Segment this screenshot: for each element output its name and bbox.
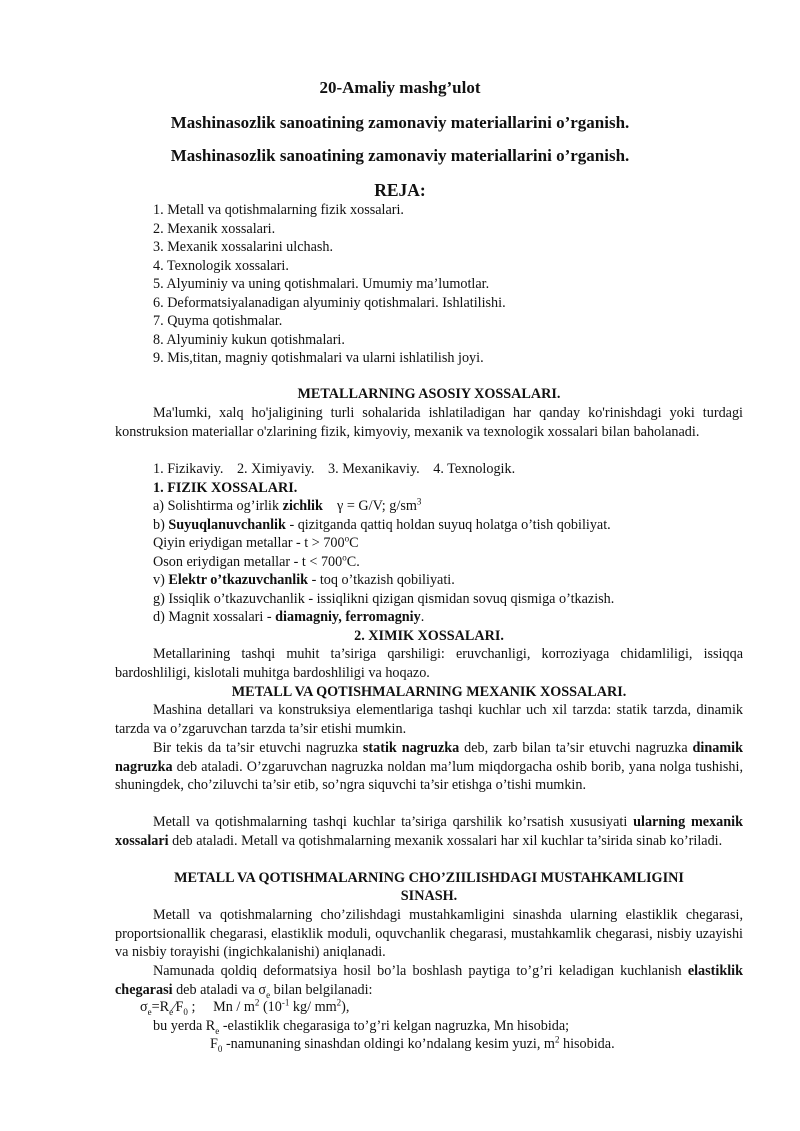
type-item: 4. Texnologik. [433,461,516,477]
section-title-tensile-2: SINASH. [400,888,458,904]
plan-item: 5. Alyuminiy va uning qotishmalari. Umumiy ma’lumotlar. [153,276,490,292]
subscript: 0 [183,1006,188,1017]
plan-title: REJA: [374,180,426,200]
item-b-bold: Suyuqlanuvchanlik [168,517,286,533]
plan-item: 6. Deformatsiyalanadigan alyuminiy qotishmalari. Ishlatilishi. [153,294,506,311]
formula-exponent: 3 [416,496,422,507]
hard-melt-text: Qiyin eriydigan metallar - t > 700 [153,535,345,551]
text: -elastiklik chegarasiga to’g’ri kelgan nagruzka, Mn hisobida; [219,1018,570,1034]
paragraph-chemical: Metallarining tashqi muhit ta’siriga qarshiligi: eruvchanligi, korroziyaga chidamliligi, issiqqa bardoshliligi, kislotali muhitga bardoshliligi va hoqazo. [115,646,743,681]
paragraph-basic: Ma'lumki, xalq ho'jaligining turli sohalarida ishlatiladigan har qanday ko'rinishdagi yoki turdagi konstruksion materiallar o'zlarining fizik, kimyoviy, mexanik va texnologik xossalari bilan baholanadi. [115,405,743,440]
lesson-title: 20-Amaliy mashg’ulot [319,78,481,97]
physical-item-v [153,571,763,590]
plan-item: 9. Mis,titan, magniy qotishmalari va ularni ishlatilish joyi. [153,350,484,366]
paragraph-mechanical-2 [115,739,743,795]
physical-item-d [153,608,763,627]
easy-melting-line [153,553,763,572]
mechanical-properties-term: ularning mexanik xossalari [115,814,743,849]
elastic-limit-formula [140,998,760,1017]
section-title-mechanical: METALL VA QOTISHMALARNING MEXANIK XOSSALARI. [231,684,627,700]
superscript: 2 [254,997,260,1008]
paragraph-tensile-2 [115,962,743,999]
plan-item: 1. Metall va qotishmalarning fizik xossalari. [153,202,404,218]
text: Metall va qotishmalarning tashqi kuchlar ta’siriga qarshilik ko’rsatish xususiyati [153,814,634,830]
property-types [153,460,763,479]
formula-text: kg/ mm [289,999,337,1015]
plan-list [153,201,773,368]
dynamic-load-term: dinamik nagruzka [115,740,743,775]
text: bilan belgilanadi: [270,981,373,998]
item-b-prefix: b) [153,517,169,533]
text: F [210,1036,218,1052]
subscript: e [169,1006,174,1017]
item-v-text: - toq o’tkazish qobiliyati. [308,572,455,588]
text: Namunada qoldiq deformatsiya hosil bo’la boshlash paytiga to’g’ri keladigan kuchlanish [153,963,688,979]
plan-item: 4. Texnologik xossalari. [153,257,289,274]
unit: C. [346,554,360,570]
text: deb ataladi. O’zgaruvchan nagruzka noldan ma’lum miqdorgacha oshib borib, yana nolga tushishi, shuningdek, cho’ziluvchi ta’sir etib, so’ngra siquvchi ta’sir etishga o’tishi mumkin. [115,758,743,793]
text: -namunaning sinashdan oldingi ko’ndalang kesim yuzi, m [222,1036,555,1052]
degree-sign: o [344,533,350,544]
formula-text: ), [341,999,350,1015]
text: bu yerda R [153,1018,216,1034]
section-title-tensile-1: METALL VA QOTISHMALARNING CHO’ZIILISHDAGI MUSTAHKAMLIGINI [174,870,684,886]
superscript: 2 [554,1034,560,1045]
item-a-text: a) Solishtirma og’irlik [153,498,283,514]
subtitle-1: Mashinasozlik sanoatining zamonaviy materiallarini o’rganish. [170,113,630,132]
item-d-prefix: d) Magnit xossalari - [153,609,276,625]
text: Bir tekis da ta’sir etuvchi nagruzka [153,740,363,756]
plan-item: 8. Alyuminiy kukun qotishmalari. [153,331,345,348]
item-d-end: . [420,609,425,625]
where-line [153,1017,763,1036]
text: hisobida. [559,1036,615,1052]
sigma-symbol: σ [140,999,148,1015]
degree-sign: o [342,552,347,563]
item-d-bold: diamagniy, ferromagniy [275,609,421,625]
item-b-text: - qizitganda qattiq holdan suyuq holatga o’tish qobiliyat. [285,517,611,533]
subtitle-2: Mashinasozlik sanoatining zamonaviy materiallarini o’rganish. [170,146,630,165]
static-load-term: statik nagruzka [362,740,460,756]
text: deb ataladi va σ [172,981,267,998]
type-item: 2. Ximiyaviy. [236,461,315,477]
plan-item: 7. Quyma qotishmalar. [153,313,283,329]
superscript: -1 [281,997,290,1008]
formula-text: ; Mn / m [187,999,255,1015]
plan-item: 3. Mexanik xossalarini ulchash. [153,239,334,255]
section-title-basic: METALLARNING ASOSIY XOSSALARI. [297,386,561,402]
physical-item-g: g) Issiqlik o’tkazuvchanlik - issiqlikni qizigan qismidan sovuq qismiga o’tkazish. [153,591,615,607]
type-item: 3. Mexanikaviy. [328,461,420,477]
hard-melting-line [153,534,763,553]
subscript: e [215,1025,220,1036]
text: deb, zarb bilan ta’sir etuvchi nagruzka [459,740,693,756]
formula-text: (10 [259,999,282,1015]
subscript: e [147,1006,152,1017]
paragraph-mechanical-1: Mashina detallari va konstruksiya elementlariga tashqi kuchlar uch xil tarzda: statik tarzda, dinamik tarzda va o’zgaruvchan tarzda ta’sir etishi mumkin. [115,702,743,737]
subscript: e [266,989,271,1000]
plan-item: 2. Mexanik xossalari. [153,220,276,237]
item-v-prefix: v) [153,572,169,588]
section-title-chemical: 2. XIMIK XOSSALARI. [354,628,504,644]
unit: C [349,535,359,551]
physical-item-b [153,516,763,535]
physical-item-a [153,497,763,516]
text: deb ataladi. Metall va qotishmalarning mexanik xossalari har xil kuchlar ta’sirida sinab ko’riladi. [168,832,723,849]
formula-text: =R [151,999,170,1015]
density-formula: γ = G/V; g/sm [337,498,417,514]
section-title-physical: 1. FIZIK XOSSALARI. [153,480,298,496]
superscript: 2 [336,997,342,1008]
formula-text: ⁄F [173,999,184,1015]
paragraph-tensile-1: Metall va qotishmalarning cho’zilishdagi mustahkamligini sinashda ularning elastiklik chegarasi, proportsionallik chegarasi, elastiklik moduli, oquvchanlik chegarasi, mustahkamlik chegarasi, nisbiy uzayishi va nisbiy torayishi (ingichkalanishi) aniqlanadi. [115,907,743,960]
f0-line [210,1035,800,1054]
item-a-bold: zichlik [282,498,323,514]
type-item: 1. Fizikaviy. [153,461,224,477]
paragraph-mechanical-3 [115,813,743,850]
elastic-limit-term: elastiklik chegarasi [115,963,743,998]
easy-melt-text: Oson eriydigan metallar - t < 700 [153,554,343,570]
subscript: 0 [217,1043,223,1054]
item-v-bold: Elektr o’tkazuvchanlik [168,572,309,588]
